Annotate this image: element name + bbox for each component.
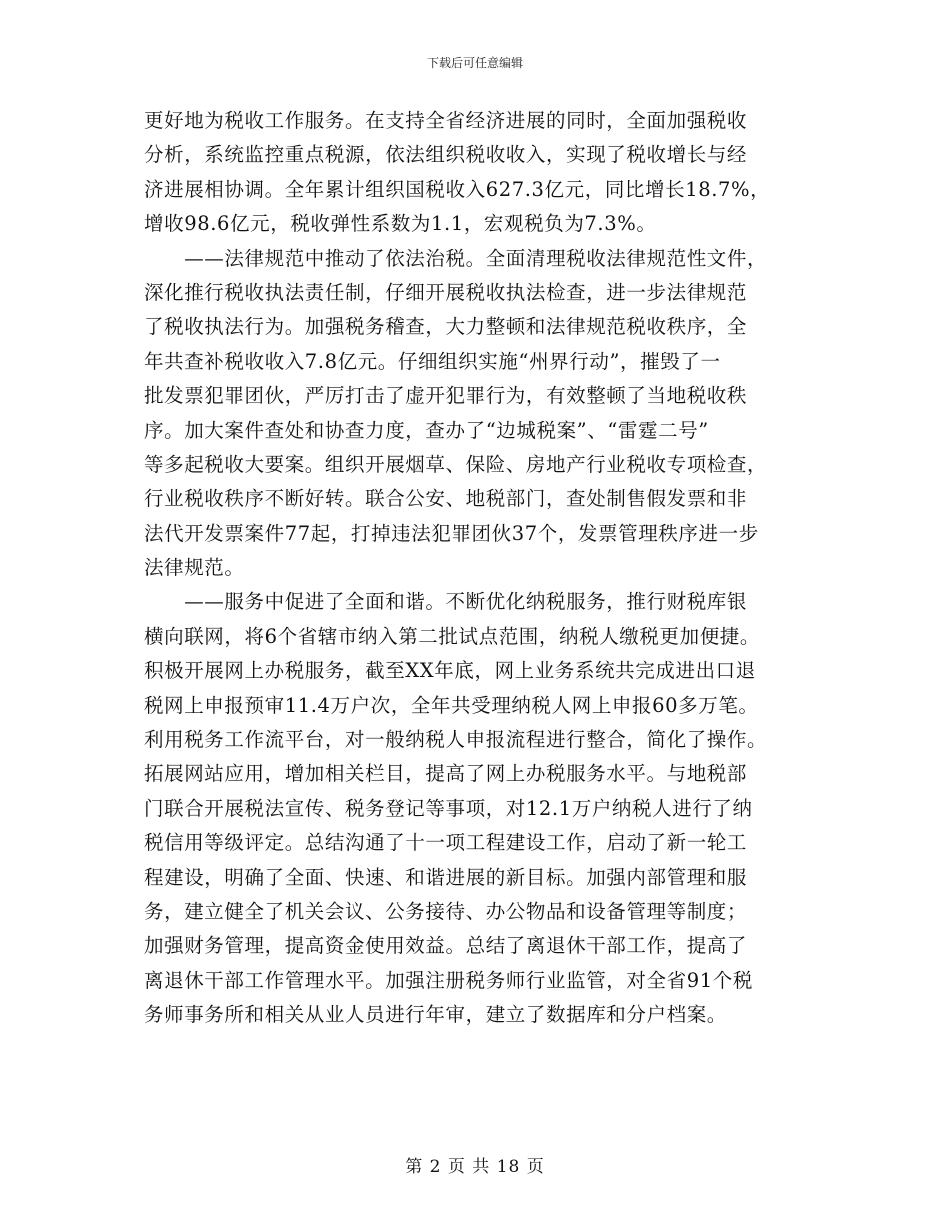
- text-line: 批发票犯罪团伙，严厉打击了虚开犯罪行为，有效整顿了当地税收秩: [144, 384, 748, 408]
- text-line: 横向联网，将6个省辖市纳入第二批试点范围，纳税人缴税更加便捷。: [144, 624, 761, 648]
- text-line: 门联合开展税法宣传、税务登记等事项，对12.1万户纳税人进行了纳: [144, 796, 753, 820]
- text-line: 程建设，明确了全面、快速、和谐进展的新目标。加强内部管理和服: [144, 865, 748, 889]
- text-line: 年共查补税收收入7.8亿元。仔细组织实施“州界行动”，摧毁了一: [144, 349, 721, 373]
- text-line: 济进展相协调。全年累计组织国税收入627.3亿元，同比增长18.7%，: [144, 177, 771, 201]
- text-line: 税网上申报预审11.4万户次，全年共受理纳税人网上申报60多万笔。: [144, 693, 759, 717]
- text-line: 等多起税收大要案。组织开展烟草、保险、房地产行业税收专项检查，: [144, 452, 768, 476]
- text-line: 务师事务所和相关从业人员进行年审，建立了数据库和分户档案。: [144, 1003, 727, 1027]
- text-line: ——法律规范中推动了依法治税。全面清理税收法律规范性文件，: [144, 246, 768, 270]
- text-line: ——服务中促进了全面和谐。不断优化纳税服务，推行财税库银: [144, 590, 748, 614]
- text-line: 序。加大案件查处和协查力度，查办了“边城税案”、“雷霆二号”: [144, 418, 709, 442]
- text-line: 深化推行税收执法责任制，仔细开展税收执法检查，进一步法律规范: [144, 280, 748, 304]
- text-line: 加强财务管理，提高资金使用效益。总结了离退休干部工作，提高了: [144, 934, 748, 958]
- text-line: 更好地为税收工作服务。在支持全省经济进展的同时，全面加强税收: [144, 109, 748, 132]
- text-line: 务，建立健全了机关会议、公务接待、办公物品和设备管理等制度；: [144, 899, 748, 923]
- text-line: 了税收执法行为。加强税务稽查，大力整顿和法律规范税收秩序，全: [144, 315, 748, 339]
- text-line: 利用税务工作流平台，对一般纳税人申报流程进行整合，简化了操作。: [144, 728, 768, 752]
- text-line: 增收98.6亿元，税收弹性系数为1.1，宏观税负为7.3%。: [144, 212, 657, 236]
- text-line: 积极开展网上办税服务，截至XX年底，网上业务系统共完成进出口退: [144, 659, 756, 683]
- text-line: 税信用等级评定。总结沟通了十一项工程建设工作，启动了新一轮工: [144, 831, 748, 855]
- text-line: 分析，系统监控重点税源，依法组织税收收入，实现了税收增长与经: [144, 143, 748, 167]
- page-header: 下载后可任意编辑: [426, 56, 523, 70]
- page-footer: 第 2 页 共 18 页: [405, 1157, 545, 1177]
- text-line: 行业税收秩序不断好转。联合公安、地税部门，查处制售假发票和非: [144, 487, 748, 511]
- text-line: 离退休干部工作管理水平。加强注册税务师行业监管，对全省91个税: [144, 968, 753, 992]
- text-line: 法代开发票案件77起，打掉违法犯罪团伙37个，发票管理秩序进一步: [144, 521, 759, 545]
- text-line: 法律规范。: [144, 556, 245, 580]
- text-line: 拓展网站应用，增加相关栏目，提高了网上办税服务水平。与地税部: [144, 762, 748, 786]
- body-text: [144, 104, 808, 1033]
